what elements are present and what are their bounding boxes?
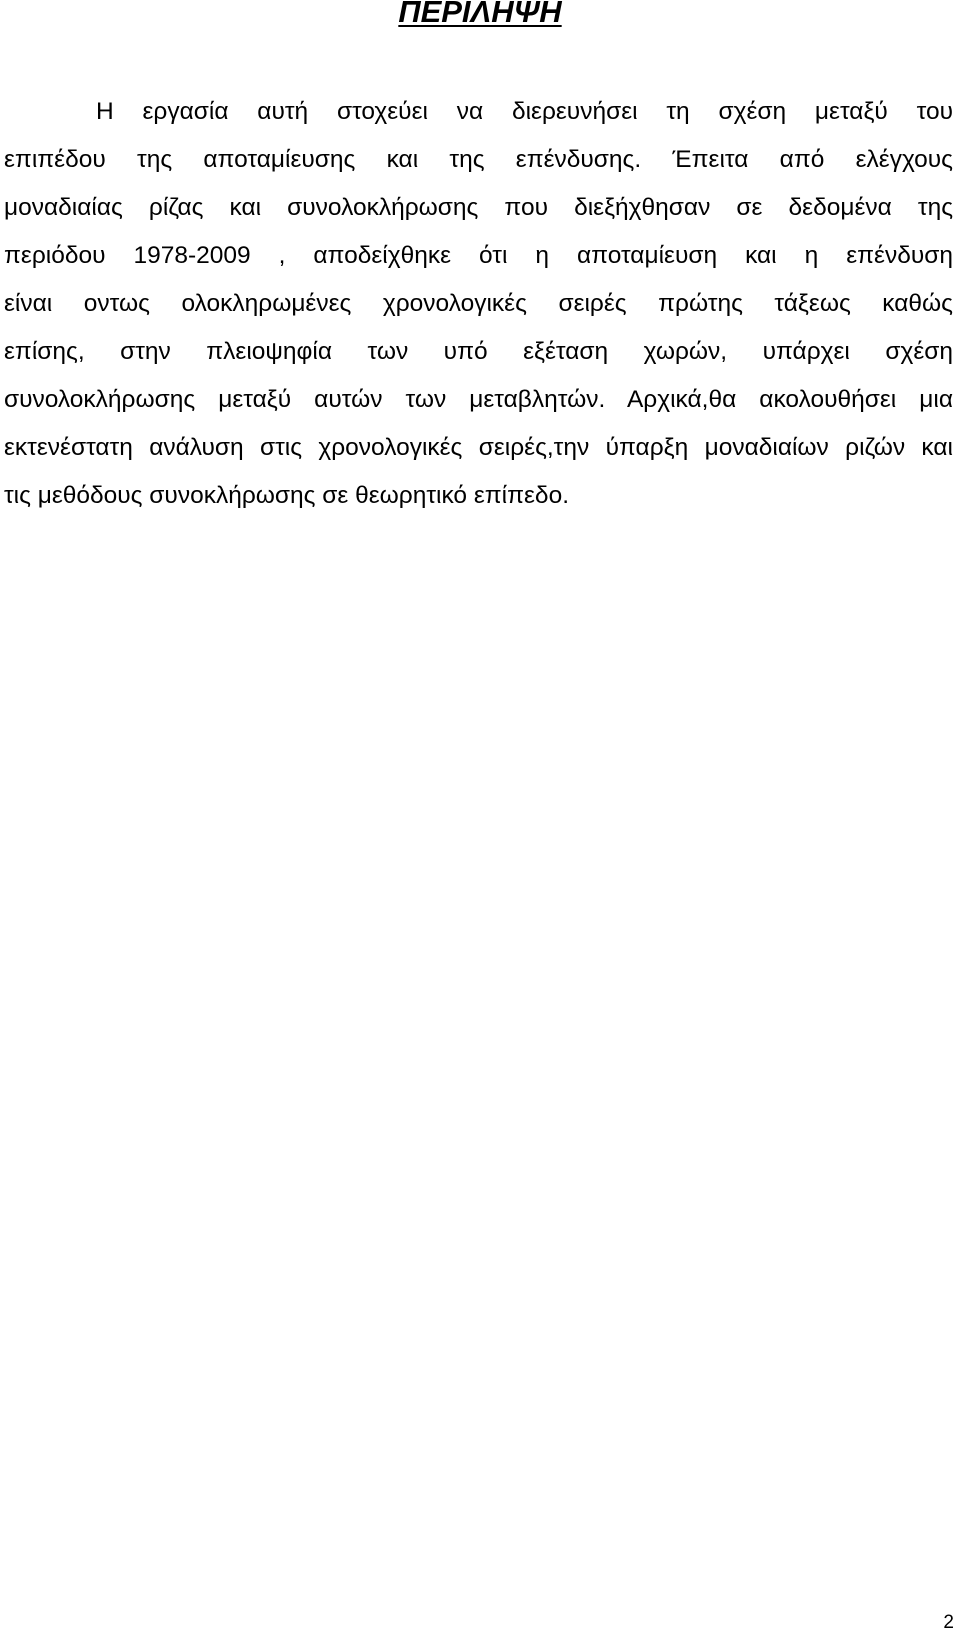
abstract-line-9: τις μεθόδους συνοκλήρωσης σε θεωρητικό επίπεδο. [4,482,570,509]
abstract-paragraph [4,88,953,520]
abstract-line-6: επίσης, στην πλειοψηφία των υπό εξέταση χωρών, υπάρχει σχέση [4,338,953,365]
abstract-line-4: περιόδου 1978-2009 , αποδείχθηκε ότι η αποταμίευση και η επένδυση [4,242,953,269]
page-number: 2 [943,1612,954,1633]
abstract-line-2: επιπέδου της αποταμίευσης και της επένδυσης. Έπειτα από ελέγχους [4,146,953,173]
abstract-line-1: Η εργασία αυτή στοχεύει να διερευνήσει τη σχέση μεταξύ του [96,98,953,125]
abstract-line-3: μοναδιαίας ρίζας και συνολοκλήρωσης που διεξήχθησαν σε δεδομένα της [4,194,953,221]
abstract-line-5: είναι οντως ολοκληρωμένες χρονολογικές σειρές πρώτης τάξεως καθώς [4,290,953,317]
abstract-line-7: συνολοκλήρωσης μεταξύ αυτών των μεταβλητών. Αρχικά,θα ακολουθήσει μια [4,386,953,413]
abstract-line-8: εκτενέστατη ανάλυση στις χρονολογικές σειρές,την ύπαρξη μοναδιαίων ριζών και [4,434,953,461]
page-title: ΠΕΡΙΛΗΨΗ [398,0,562,29]
